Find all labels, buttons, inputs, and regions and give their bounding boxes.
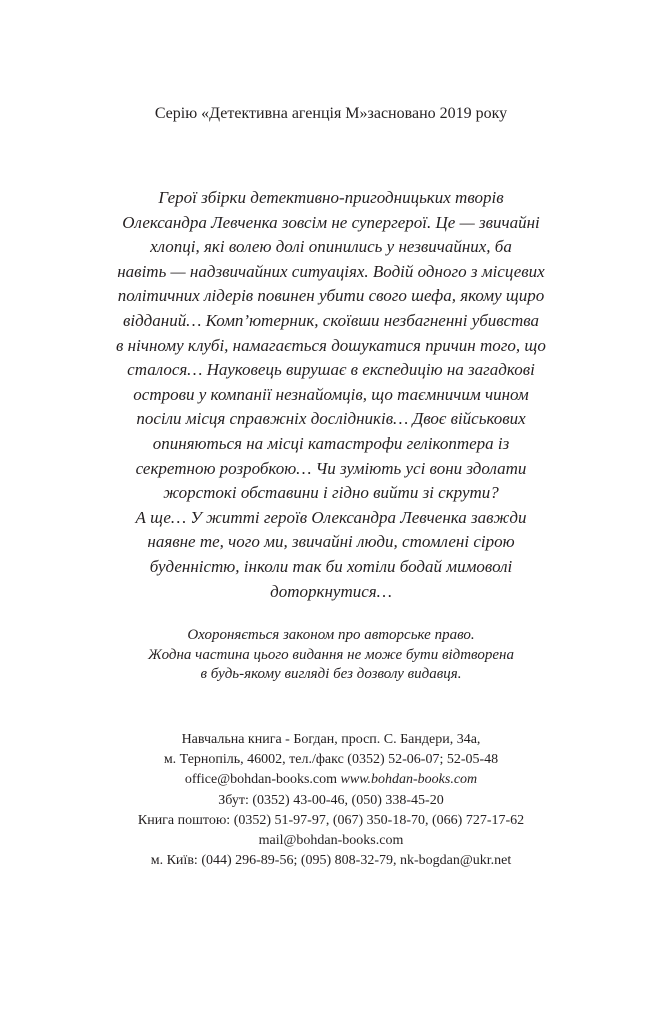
annotation-line: наявне те, чого ми, звичайні люди, стомлені сірою (147, 532, 515, 552)
annotation-line: навіть — надзвичайних ситуаціях. Водій одного з місцевих (117, 261, 545, 281)
annotation-line: в нічному клубі, намагається дошукатися причин того, що (116, 335, 546, 355)
annotation-line: посіли місця справжніх дослідників… Двоє військових (136, 409, 526, 429)
copyright-line: в будь-якому вигляді без дозволу видавця. (200, 666, 462, 682)
annotation-line: опиняються на місці катастрофи гелікоптера із (152, 433, 510, 453)
annotation-line: буденністю, інколи так би хотіли бодай мимоволі (149, 556, 513, 576)
publisher-sales: Збут: (0352) 43-00-46, (050) 338-45-20 (218, 792, 444, 808)
annotation-line: жорстокі обставини і гідно вийти зі скрути? (163, 483, 499, 503)
publisher-info (0, 730, 662, 871)
publisher-kyiv: м. Київ: (044) 296-89-56; (095) 808-32-79, nk-bogdan@ukr.net (150, 853, 512, 869)
annotation-line: острови у компанії незнайомців, що таємничим чином (133, 384, 529, 404)
annotation-line: Олександра Левченка зовсім не супергерої. Це — звичайні (122, 212, 540, 232)
publisher-city-phone: м. Тернопіль, 46002, тел./факс (0352) 52-06-07; 52-05-48 (163, 752, 499, 768)
publisher-email: office@bohdan-books.com (184, 772, 338, 788)
annotation-line: А ще… У житті героїв Олександра Левченка завжди (135, 507, 527, 527)
copyright-line: Охороняється законом про авторське право. (187, 627, 475, 643)
series-note: Серію «Детективна агенція М»засновано 2019 року (154, 105, 508, 122)
book-annotation (0, 186, 662, 604)
annotation-line: секретною розробкою… Чи зуміють усі вони здолати (135, 458, 527, 478)
annotation-line: політичних лідерів повинен убити свого шефа, якому щиро (117, 286, 545, 306)
publisher-website: www.bohdan-books.com (340, 772, 478, 788)
publisher-mail-order: Книга поштою: (0352) 51-97-97, (067) 350-18-70, (066) 727-17-62 (137, 812, 525, 828)
annotation-line: сталося… Науковець вирушає в експедицію на загадкові (127, 360, 535, 380)
annotation-line: хлопці, які волею долі опинились у незвичайних, ба (150, 237, 512, 257)
publisher-mail-email: mail@bohdan-books.com (258, 833, 404, 849)
copyright-notice (0, 626, 662, 685)
publisher-address: Навчальна книга - Богдан, просп. С. Бандери, 34а, (181, 732, 481, 747)
copyright-line: Жодна частина цього видання не може бути відтворена (148, 646, 514, 663)
annotation-line: відданий… Комп’ютерник, скоївши незбагненні убивства (122, 310, 540, 330)
annotation-line: Герої збірки детективно-пригодницьких творів (158, 188, 504, 207)
annotation-line: доторкнутися… (270, 581, 392, 601)
publisher-contacts (0, 770, 662, 790)
